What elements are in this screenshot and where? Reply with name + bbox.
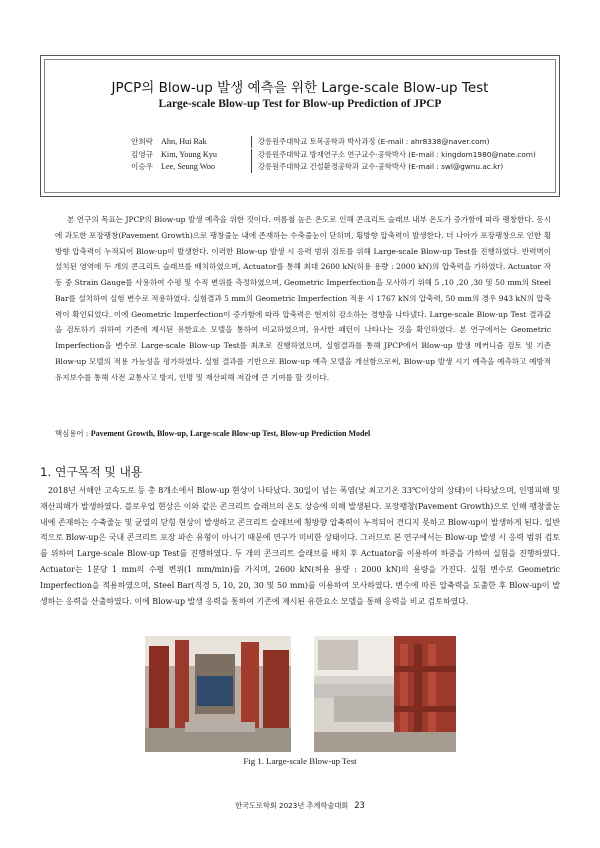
author-divider xyxy=(251,161,252,173)
figure-photo-right xyxy=(314,636,456,752)
section-body xyxy=(40,483,560,609)
section-heading: 1. 연구목적 및 내용 xyxy=(40,465,143,479)
author-affiliation: 강릉원주대학교 방재연구소 연구교수·공학박사 (E-mail : kingdom1980@nate.com) xyxy=(258,149,536,159)
author-divider xyxy=(251,136,252,148)
author-name-en: Kim, Young Kyu xyxy=(161,149,217,159)
author-list xyxy=(131,136,536,174)
page-footer xyxy=(0,800,600,811)
abstract-text: 본 연구의 목표는 JPCP의 Blow-up 발생 예측을 위한 것이다. 여름철 높은 온도로 인해 콘크리트 슬래브 내부 온도가 증가함에 따라 팽창한다. 동시에 과도한 포장팽창(Pavement Growth)으로 팽창줄눈 내에 존재하는 수축줄눈이 닫히며, 횡방향 압축력이 발생한다. 더 나아가 포장팽창으로 인한 횡방향 압축력이 누적되어 Blow-up이 발생한다. 이러한 Blow-up 발생 시 응력 범위 검토를 위해 Large-scale Blow-up Test를 진행하였다. 반력벽이 설치된 영역에 두 개의 콘크리트 슬래브를 배치하였으며, Actuator를 통해 최대 2600 kN(허용 용량 : 2000 kN)의 압축력을 가하였다. Actuator 작동 중 Strain Gauge를 사용하여 수평 및 수직 변위를 측정하였으며, Geometric Imperfection을 모사하기 위해 5 ,10 ,20 ,30 및 50 mm의 Steel Bar를 설치하여 실험 변수로 적용하였다. 실험결과 5 mm의 Geometric Imperfection 적용 시 1767 kN의 압축력, 50 mm의 경우 943 kN의 압축력이 확인되었다. 이에 Geometric Imperfection이 증가함에 따라 압축력은 현저히 감소하는 경향을 나타냈다. Large-scale Blow-up Test 결과값을 검토하기 위하여 기존에 제시된 유한요소 모델을 통하여 비교하였으며, 유사한 패턴이 나타나는 것을 확인하였다. 본 연구에서는 Geometric Imperfection을 변수로 Large-scale Blow-up Test를 최초로 진행하였으며, 실험결과를 통해 JPCP에서 Blow-up 발생 메커니즘 검토 및 기존 Blow-up 모델의 적용 가능성을 평가하였다. 실험 결과를 기반으로 Blow-up 예측 모델을 개선함으로써, Blow-up 발생 시기 예측을 예측하고 예방적 유지보수를 통해 사전 교통사고 방지, 인명 및 재산피해 저감에 큰 기여를 할 것이다. xyxy=(55,215,551,382)
paper-subtitle: Large-scale Blow-up Test for Blow-up Prediction of JPCP xyxy=(158,98,442,110)
author-affiliation: 강릉원주대학교 토목공학과 박사과정 (E-mail : ahr8338@naver.com) xyxy=(258,137,490,146)
keywords-text: Pavement Growth, Blow-up, Large-scale Blow-up Test, Blow-up Prediction Model xyxy=(90,429,371,438)
title-box xyxy=(40,55,560,197)
author-affiliation: 강릉원주대학교 건설환경공학과 교수·공학박사 (E-mail : swl@gwnu.ac.kr) xyxy=(258,162,504,171)
figure-caption: Fig 1. Large-scale Blow-up Test xyxy=(243,756,357,766)
section-body-text: 2018년 서해안 고속도로 등 총 8개소에서 Blow-up 현상이 나타났다. 30일이 넘는 폭염(낮 최고기온 33℃이상의 상태)이 나타났으며, 인명피해 및 재산피해가 발생하였다. 블로우업 현상은 이와 같은 콘크리트 슬래브의 온도 상승에 의해 발생된다. 포장팽창(Pavement Growth)으로 인해 팽창줄눈 내에 존재하는 수축줄눈 및 균열의 닫힘 현상이 발생하고 콘크리트 슬래브에 횡방향 압축력이 누적되어 견디지 못하고 Blow-up이 발생하게 된다. 일반적으로 Blow-up은 국내 콘크리트 포장 파손 유형이 아니기 때문에 연구가 미비한 상태이다. 그러므로 본 연구에서는 Blow-up 발생 시 응력 범위 검토를 위하여 Large-scale Blow-up Test를 진행하였다. 두 개의 콘크리트 슬래브를 배치 후 Actuator를 이용하여 하중을 가하여 실험을 진행하였다. Actuator는 1분당 1 mm의 수평 변위(1 mm/min)를 가지며, 2600 kN(허용 용량 : 2000 kN)의 용량을 가진다. 실험 변수로 Geometric Imperfection을 적용하였으며, Steel Bar(직경 5, 10, 20, 30 및 50 mm)를 이용하여 모사하였다. 변수에 따른 압축력을 도출한 후 Blow-up이 발생하는 응력을 산출하였다. 이에 Blow-up 발생 응력을 통하여 기존에 제시된 유한요소 모델을 통해 응력을 비교 검토하였다. xyxy=(40,486,560,606)
author-row xyxy=(131,161,536,174)
figure-photo-left xyxy=(145,636,291,752)
keywords xyxy=(55,428,370,439)
abstract xyxy=(55,212,551,385)
author-divider xyxy=(251,149,252,161)
author-name-ko: 김영규 xyxy=(131,149,154,159)
author-row xyxy=(131,149,536,162)
author-name-ko: 이승우 xyxy=(131,162,154,171)
author-row xyxy=(131,136,536,149)
footer-conference: 한국도로학회 2023년 추계학술대회 xyxy=(235,801,349,810)
author-name-en: Ahn, Hui Rak xyxy=(161,137,207,146)
page-number: 23 xyxy=(354,800,365,810)
keywords-label: 핵심용어 : xyxy=(55,429,89,438)
author-name-en: Lee, Seung Woo xyxy=(161,162,215,171)
author-name-ko: 안희락 xyxy=(131,137,154,146)
paper-title: JPCP의 Blow-up 발생 예측을 위한 Large-scale Blow-up Test xyxy=(111,80,489,96)
